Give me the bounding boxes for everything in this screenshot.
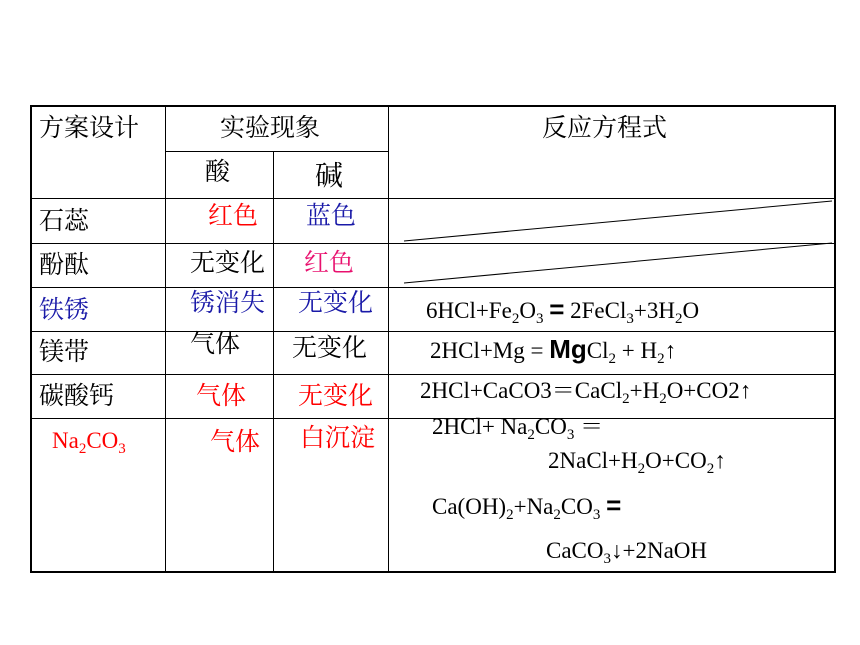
equation-sodium-carbonate-acid-line2: $2NaCl+H_2O+CO_2↑$ <box>548 448 726 477</box>
row-acid-sodium-carbonate: 气体 <box>210 427 261 456</box>
equation-calcium-carbonate: $2HCl+CaCO3=CaCl_2+H_2O+CO2↑$ <box>420 378 752 407</box>
row-acid-litmus: 红色 <box>208 201 259 230</box>
row-design-sodium-carbonate: $Na_2CO_3$ <box>52 428 126 457</box>
header-design: 方案设计 <box>39 113 140 142</box>
diagonal-litmus <box>404 201 832 241</box>
row-design-phenolphthalein: 酚酞 <box>39 250 90 279</box>
row-acid-calcium-carbonate: 气体 <box>196 381 247 410</box>
experiment-table <box>30 105 836 573</box>
equation-magnesium: 2HCl+Mg = MgCl$_2$ + $H_2↑$ <box>430 334 677 367</box>
row-design-rust: 铁锈 <box>39 295 90 324</box>
header-equation: 反应方程式 <box>542 113 668 142</box>
row-design-litmus: 石蕊 <box>39 206 90 235</box>
diagonal-phenolphthalein <box>404 243 832 283</box>
row-acid-rust: 锈消失 <box>190 288 266 317</box>
row-acid-magnesium: 气体 <box>190 329 241 358</box>
row-base-calcium-carbonate: 无变化 <box>298 381 374 410</box>
row-design-magnesium: 镁带 <box>39 337 90 366</box>
row-acid-phenolphthalein: 无变化 <box>190 248 266 277</box>
row-base-phenolphthalein: 红色 <box>304 248 355 277</box>
row-base-sodium-carbonate: 白沉淀 <box>300 423 376 452</box>
row-base-rust: 无变化 <box>298 288 374 317</box>
header-base: 碱 <box>315 159 344 192</box>
row-base-litmus: 蓝色 <box>306 201 357 230</box>
equation-sodium-carbonate-base-line1: $Ca(OH)_2+Na_2CO_3$ = <box>432 490 622 523</box>
row-design-calcium-carbonate: 碳酸钙 <box>39 381 115 410</box>
equation-rust: $6HCl+Fe_2O_3$ = $2FeCl_3+3H_2O$ <box>426 294 700 327</box>
row-base-magnesium: 无变化 <box>292 333 368 362</box>
header-phenomenon: 实验现象 <box>220 113 321 142</box>
equation-sodium-carbonate-acid-line1: $2HCl+ Na_2CO_3$ ＝ <box>432 414 604 443</box>
equation-sodium-carbonate-base-line2: CaCO$_3$↓+2NaOH <box>546 538 708 567</box>
header-acid: 酸 <box>205 157 231 186</box>
